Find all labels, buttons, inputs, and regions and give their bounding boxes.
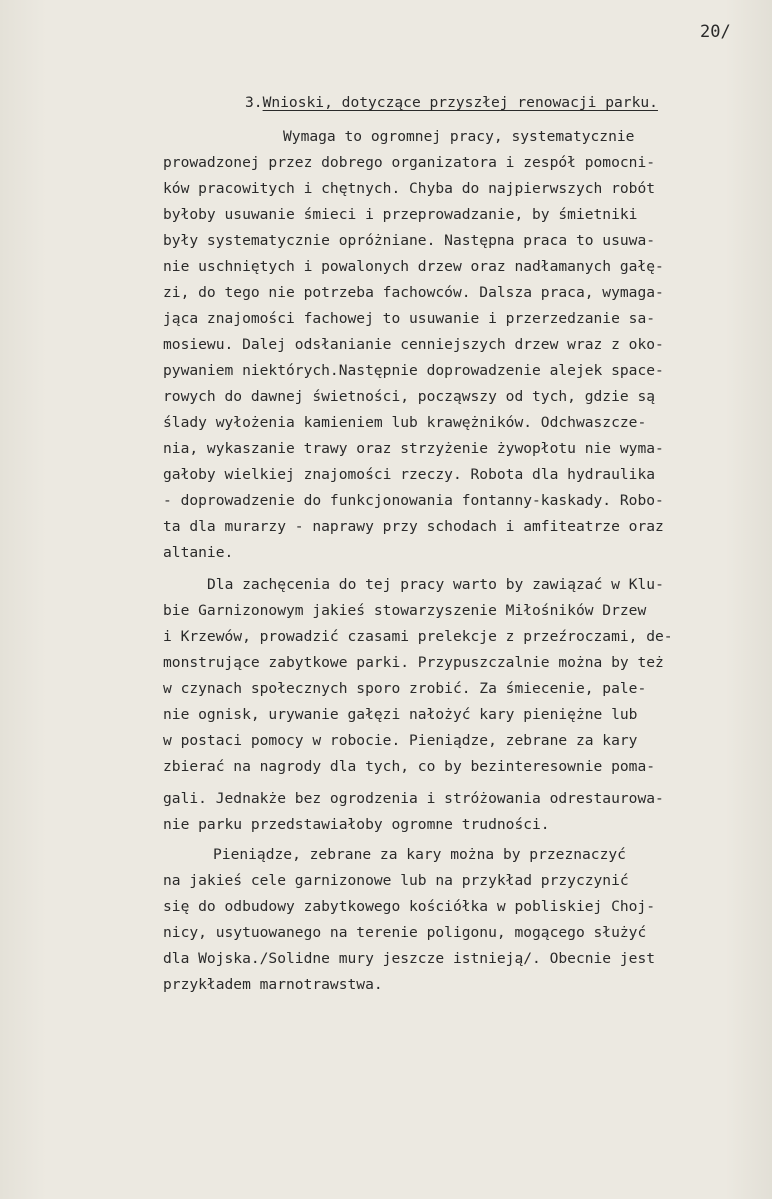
text-line: jąca znajomości fachowej to usuwanie i przerzedzanie sa- [163, 310, 656, 327]
text-line: dla Wojska./Solidne mury jeszcze istnieją/. Obecnie jest [163, 950, 656, 967]
text-line: nicy, usytuowanego na terenie poligonu, mogącego służyć [163, 924, 647, 941]
text-line: ślady wyłożenia kamieniem lub krawężników. Odchwaszcze- [163, 414, 647, 431]
text-line: Pieniądze, zebrane za kary można by przeznaczyć [213, 846, 626, 863]
text-line: - doprowadzenie do funkcjonowania fontanny-kaskady. Robo- [163, 492, 664, 509]
text-line: zi, do tego nie potrzeba fachowców. Dalsza praca, wymaga- [163, 284, 664, 301]
text-line: na jakieś cele garnizonowe lub na przykład przyczynić [163, 872, 629, 889]
text-line: nie parku przedstawiałoby ogromne trudności. [163, 816, 550, 833]
text-line: i Krzewów, prowadzić czasami prelekcje z przeźroczami, de- [163, 628, 673, 645]
text-line: zbierać na nagrody dla tych, co by bezinteresownie poma- [163, 758, 656, 775]
text-line: monstrujące zabytkowe parki. Przypuszczalnie można by też [163, 654, 664, 671]
section-number: 3. [245, 94, 263, 111]
text-line: gałoby wielkiej znajomości rzeczy. Robota dla hydraulika [163, 466, 656, 483]
text-line: altanie. [163, 544, 234, 561]
text-line: nie uschniętych i powalonych drzew oraz nadłamanych gałę- [163, 258, 664, 275]
text-line: gali. Jednakże bez ogrodzenia i stróżowania odrestaurowa- [163, 790, 664, 807]
page-number: 20/ [700, 22, 731, 42]
text-line: się do odbudowy zabytkowego kościółka w pobliskiej Choj- [163, 898, 656, 915]
text-line: bie Garnizonowym jakieś stowarzyszenie Miłośników Drzew [163, 602, 647, 619]
text-line: nia, wykaszanie trawy oraz strzyżenie żywopłotu nie wyma- [163, 440, 664, 457]
section-heading [245, 94, 658, 111]
section-title: Wnioski, dotyczące przyszłej renowacji parku. [262, 94, 658, 111]
text-line: w postaci pomocy w robocie. Pieniądze, zebrane za kary [163, 732, 638, 749]
text-line: Wymaga to ogromnej pracy, systematycznie [283, 128, 635, 145]
text-line: były systematycznie opróżniane. Następna praca to usuwa- [163, 232, 656, 249]
text-line: mosiewu. Dalej odsłanianie cenniejszych drzew wraz z oko- [163, 336, 664, 353]
text-line: ków pracowitych i chętnych. Chyba do najpierwszych robót [163, 180, 656, 197]
text-line: przykładem marnotrawstwa. [163, 976, 383, 993]
text-line: pywaniem niektórych.Następnie doprowadzenie alejek space- [163, 362, 664, 379]
text-line: rowych do dawnej świetności, począwszy od tych, gdzie są [163, 388, 656, 405]
text-line: w czynach społecznych sporo zrobić. Za śmiecenie, pale- [163, 680, 647, 697]
text-line: prowadzonej przez dobrego organizatora i zespół pomocni- [163, 154, 656, 171]
text-line: nie ognisk, urywanie gałęzi nałożyć kary pieniężne lub [163, 706, 638, 723]
text-line: ta dla murarzy - naprawy przy schodach i amfiteatrze oraz [163, 518, 664, 535]
text-line: byłoby usuwanie śmieci i przeprowadzanie, by śmietniki [163, 206, 638, 223]
text-line: Dla zachęcenia do tej pracy warto by zawiązać w Klu- [207, 576, 664, 593]
